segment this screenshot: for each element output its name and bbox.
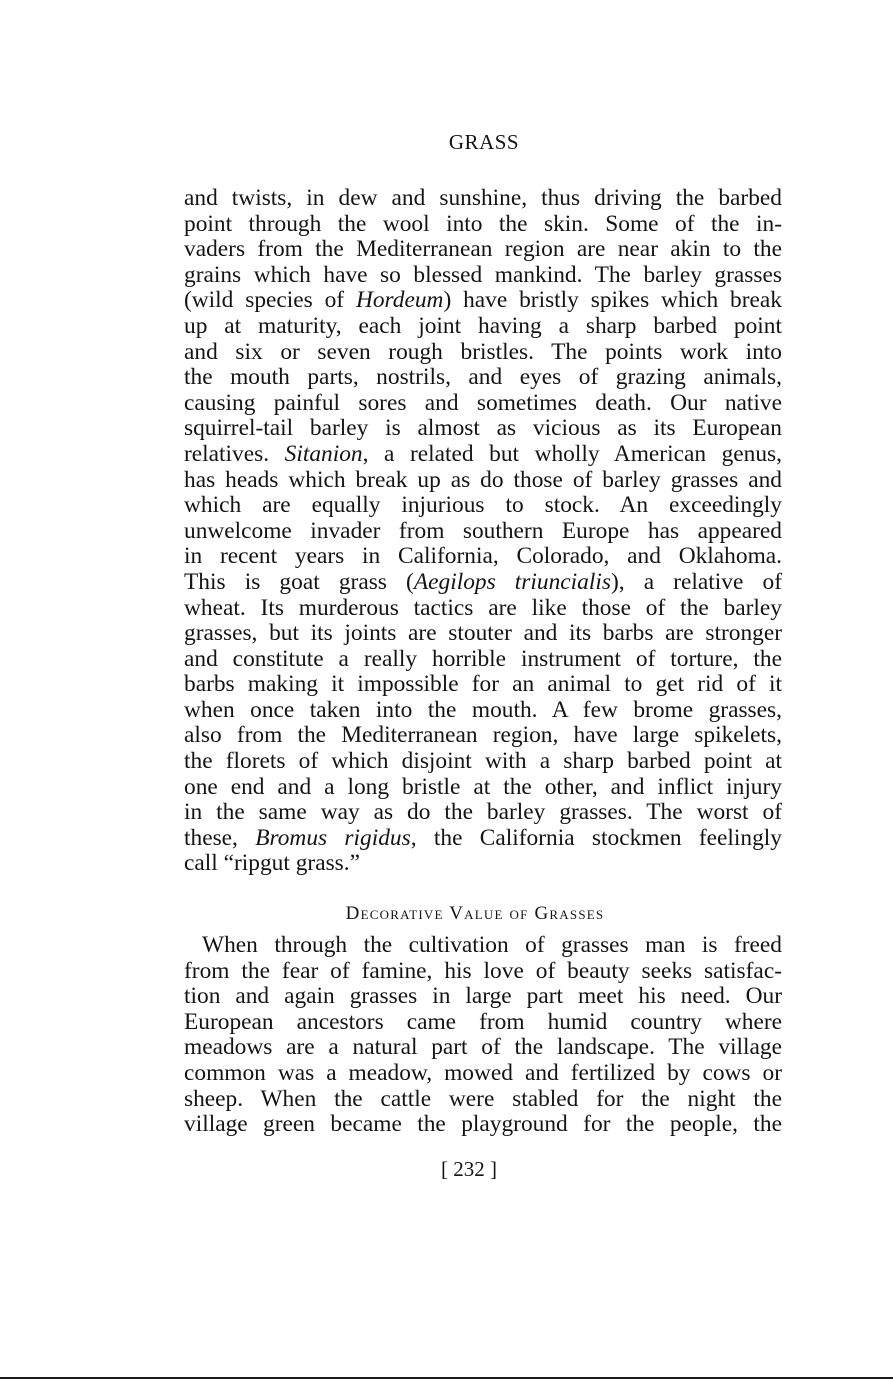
running-head: GRASS: [448, 130, 520, 154]
text-line: the florets of which disjoint with a sharp barbed point at: [184, 748, 782, 775]
text-line: This is goat grass (Aegilops triuncialis), a relative of: [184, 568, 782, 595]
text-line: has heads which break up as do those of barley grasses and: [184, 466, 782, 493]
text-line: when once taken into the mouth. A few brome grasses,: [184, 696, 782, 723]
text-line: call “ripgut grass.”: [184, 850, 361, 877]
text-line: causing painful sores and sometimes death. Our native: [184, 389, 782, 416]
text-line: meadows are a natural part of the landscape. The village: [184, 1034, 782, 1061]
text-line: common was a meadow, mowed and fertilized by cows or: [184, 1059, 782, 1086]
text-line: which are equally injurious to stock. An exceedingly: [184, 492, 782, 519]
text-line: relatives. Sitanion, a related but wholly American genus,: [184, 440, 782, 467]
text-line: squirrel-tail barley is almost as vicious as its European: [184, 415, 782, 442]
page-number: [ 232 ]: [441, 1157, 497, 1181]
text-line: from the fear of famine, his love of beauty seeks satisfac-: [184, 957, 782, 984]
text-line: and six or seven rough bristles. The points work into: [184, 338, 782, 365]
text-line: and twists, in dew and sunshine, thus driving the barbed: [184, 185, 782, 211]
text-line: (wild species of Hordeum) have bristly spikes which break: [184, 287, 782, 314]
text-line: tion and again grasses in large part meet his need. Our: [184, 983, 782, 1010]
text-line: these, Bromus rigidus, the California stockmen feelingly: [184, 824, 782, 851]
text-line: grasses, but its joints are stouter and its barbs are stronger: [184, 620, 782, 647]
text-line: sheep. When the cattle were stabled for the night the: [184, 1085, 782, 1112]
text-line: in recent years in California, Colorado, and Oklahoma.: [184, 543, 782, 570]
text-line: in the same way as do the barley grasses. The worst of: [184, 799, 782, 826]
text-line: unwelcome invader from southern Europe has appeared: [184, 517, 782, 544]
text-line: and constitute a really horrible instrument of torture, the: [184, 645, 782, 672]
text-line: the mouth parts, nostrils, and eyes of grazing animals,: [184, 364, 782, 391]
text-line: wheat. Its murderous tactics are like those of the barley: [184, 594, 782, 621]
paragraph-2: [184, 933, 782, 1138]
text-line: vaders from the Mediterranean region are near akin to the: [184, 236, 782, 263]
page-edge-rule: [0, 1377, 893, 1379]
text-line: When through the cultivation of grasses man is freed: [202, 932, 782, 958]
text-line: point through the wool into the skin. Some of the in-: [184, 210, 782, 237]
text-line: up at maturity, each joint having a sharp barbed point: [184, 312, 782, 339]
paragraph-1: [184, 186, 782, 877]
text-line: grains which have so blessed mankind. The barley grasses: [184, 261, 782, 288]
text-line: one end and a long bristle at the other, and inflict injury: [184, 773, 782, 800]
section-heading: Decorative Value of Grasses: [345, 903, 605, 924]
text-line: also from the Mediterranean region, have large spikelets,: [184, 722, 782, 749]
text-line: barbs making it impossible for an animal to get rid of it: [184, 671, 782, 698]
text-line: village green became the playground for the people, the: [184, 1111, 782, 1138]
text-line: European ancestors came from humid country where: [184, 1008, 782, 1035]
